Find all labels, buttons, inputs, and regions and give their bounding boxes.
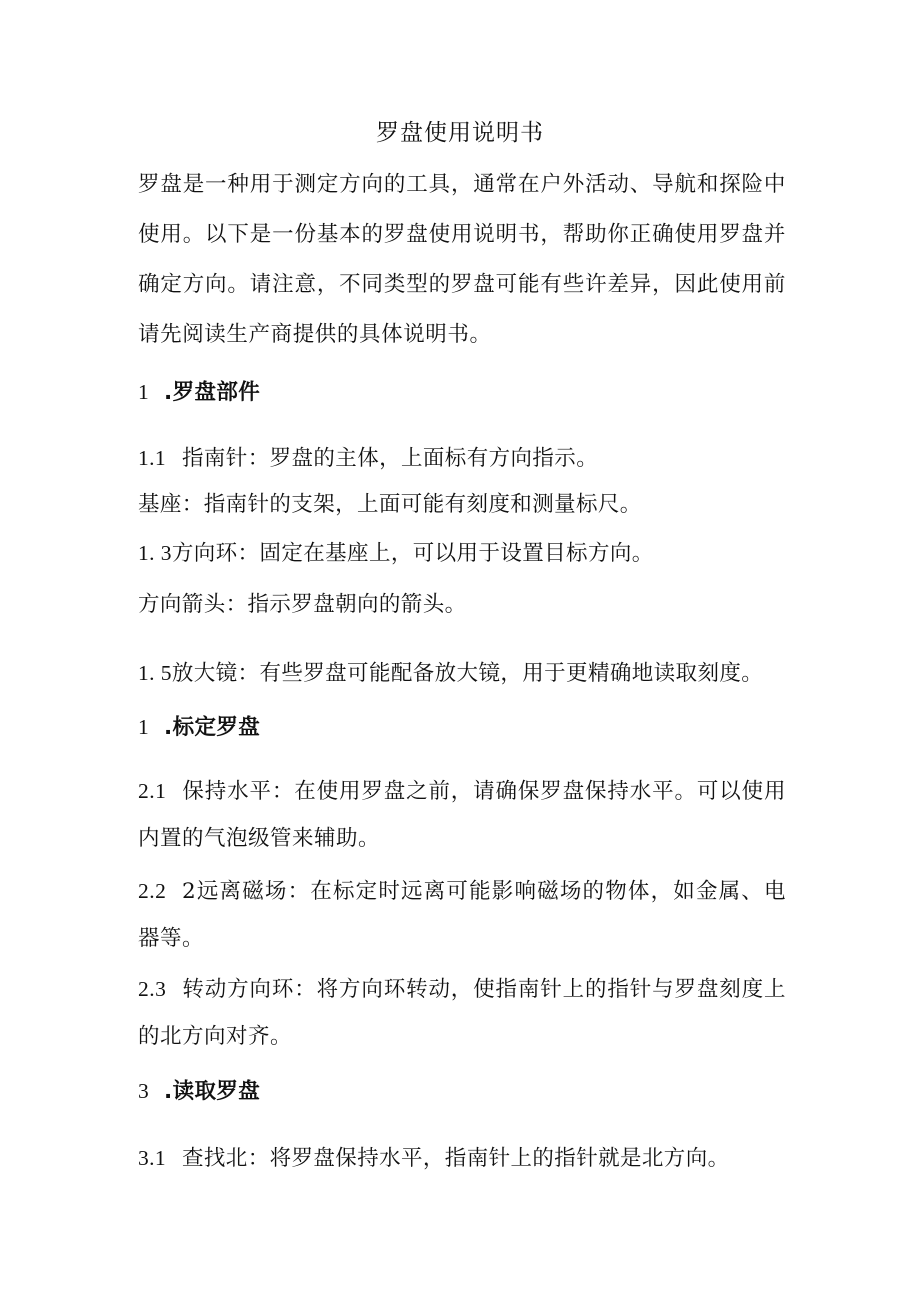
list-item xyxy=(138,658,798,689)
section-title: .标定罗盘 xyxy=(164,715,261,740)
list-item xyxy=(138,490,798,520)
list-item xyxy=(138,868,786,962)
list-item xyxy=(138,1143,798,1174)
list-item xyxy=(138,590,798,620)
section-heading-parts xyxy=(138,377,798,408)
item-text: 转动方向环：将方向环转动，使指南针上的指针与罗盘刻度上的北方向对齐。 xyxy=(138,977,786,1049)
section-number: 1 xyxy=(138,715,150,739)
section-heading-reading xyxy=(138,1076,798,1107)
section-number: 1 xyxy=(138,380,150,404)
item-text: 2远离磁场：在标定时远离可能影响磁场的物体，如金属、电器等。 xyxy=(138,879,786,951)
item-text: 基座：指南针的支架，上面可能有刻度和测量标尺。 xyxy=(138,492,642,517)
section-number: 3 xyxy=(138,1079,150,1103)
item-number: 1. 5 xyxy=(138,661,172,685)
item-number: 3.1 xyxy=(138,1146,167,1170)
section-title: .读取罗盘 xyxy=(164,1079,261,1104)
intro-paragraph: 罗盘是一种用于测定方向的工具，通常在户外活动、导航和探险中使用。以下是一份基本的罗盘使用说明书，帮助你正确使用罗盘并确定方向。请注意，不同类型的罗盘可能有些许差异，因此使用前请先阅读生产商提供的具体说明书。 xyxy=(138,172,786,347)
item-number: 1.1 xyxy=(138,446,167,470)
item-text: 保持水平：在使用罗盘之前，请确保罗盘保持水平。可以使用内置的气泡级管来辅助。 xyxy=(138,779,786,851)
list-item xyxy=(138,966,786,1060)
item-text: 方向箭头：指示罗盘朝向的箭头。 xyxy=(138,592,467,617)
item-number: 2.1 xyxy=(138,779,167,803)
section-heading-calibrate xyxy=(138,712,798,743)
item-text: 查找北：将罗盘保持水平，指南针上的指针就是北方向。 xyxy=(182,1146,730,1171)
item-number: 2.2 xyxy=(138,879,167,903)
page-title: 罗盘使用说明书 xyxy=(376,120,544,146)
list-item xyxy=(138,443,798,474)
list-item xyxy=(138,538,798,569)
item-text: 指南针：罗盘的主体，上面标有方向指示。 xyxy=(182,446,599,471)
item-number: 1. 3 xyxy=(138,541,172,565)
list-item xyxy=(138,768,786,862)
item-number: 2.3 xyxy=(138,977,167,1001)
item-text: 方向环：固定在基座上，可以用于设置目标方向。 xyxy=(171,541,654,566)
section-title: .罗盘部件 xyxy=(164,380,261,405)
item-text: 放大镜：有些罗盘可能配备放大镜，用于更精确地读取刻度。 xyxy=(171,661,764,686)
